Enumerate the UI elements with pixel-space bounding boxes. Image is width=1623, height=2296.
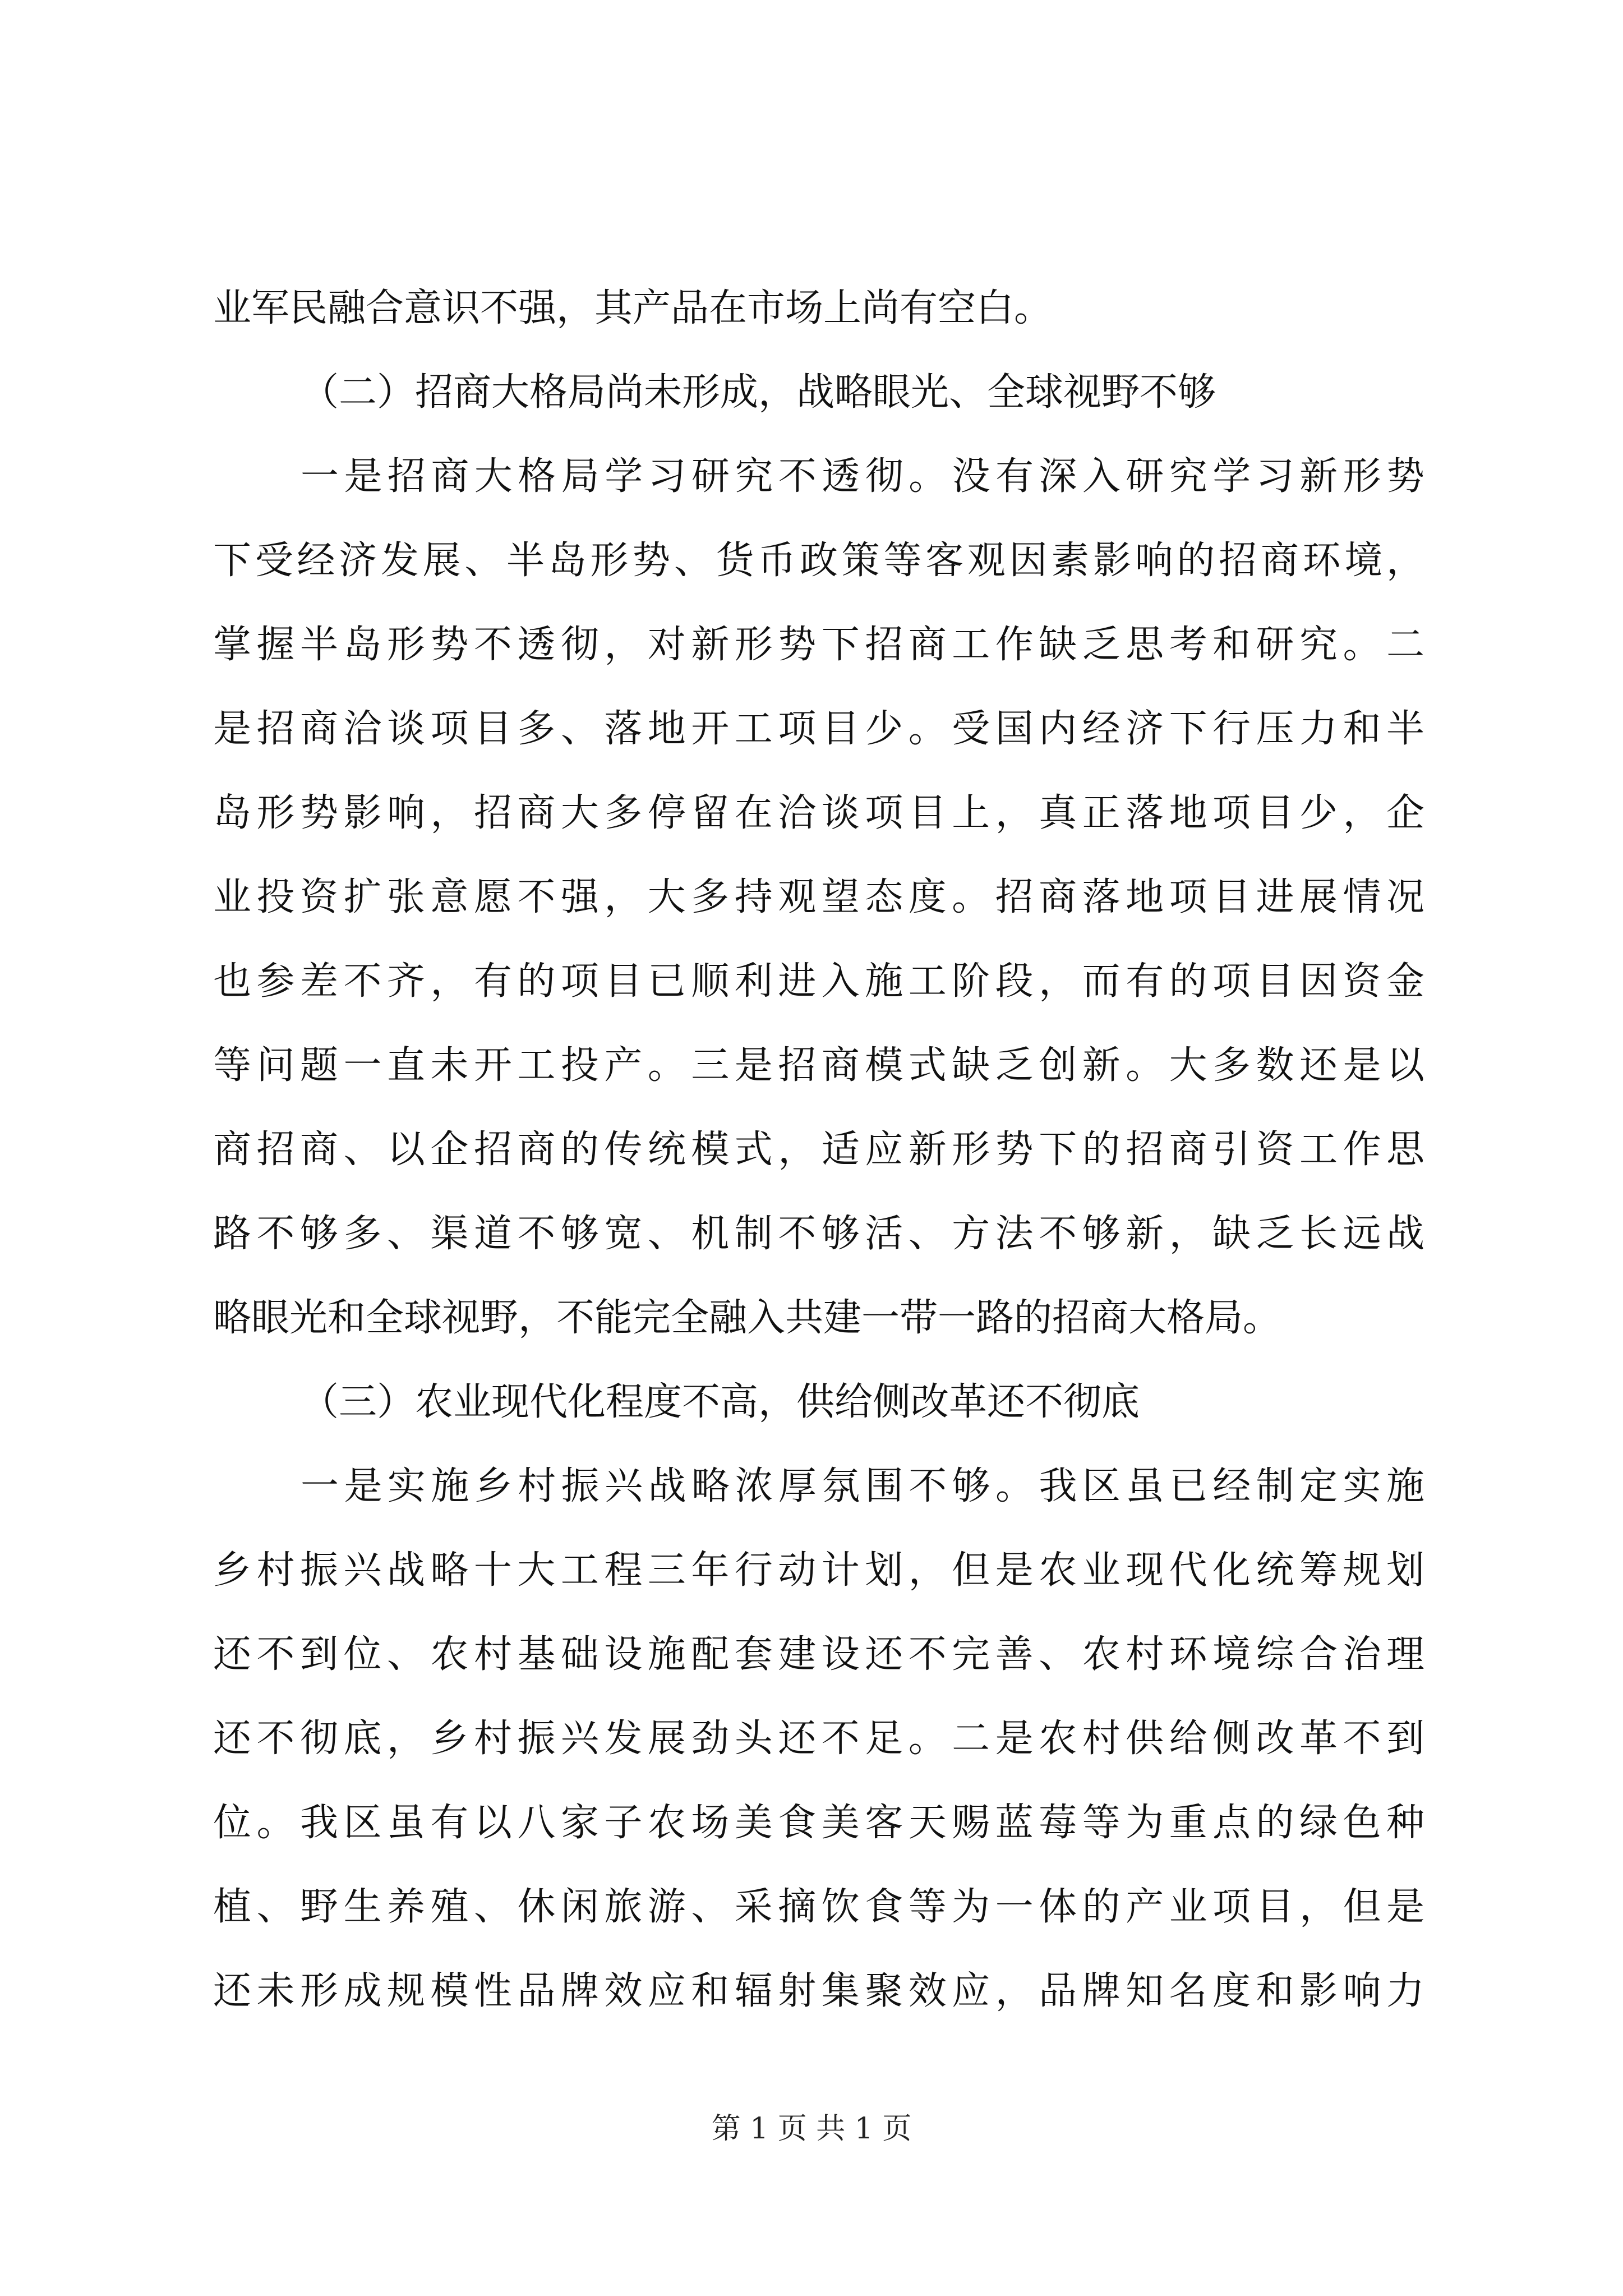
section-heading: （二）招商大格局尚未形成，战略眼光、全球视野不够 bbox=[301, 370, 1216, 415]
body-text-line: 位。我区虽有以八家子农场美食美客天赐蓝莓等为重点的绿色种 bbox=[213, 1801, 1424, 1845]
body-text-line: 是招商洽谈项目多、落地开工项目少。受国内经济下行压力和半 bbox=[213, 707, 1424, 751]
body-text-line: 掌握半岛形势不透彻，对新形势下招商工作缺乏思考和研究。二 bbox=[213, 623, 1424, 667]
section-heading: （三）农业现代化程度不高，供给侧改革还不彻底 bbox=[301, 1380, 1140, 1424]
body-text-line: 路不够多、渠道不够宽、机制不够活、方法不够新，缺乏长远战 bbox=[213, 1212, 1424, 1256]
body-text-line: 略眼光和全球视野，不能完全融入共建一带一路的招商大格局。 bbox=[213, 1296, 1281, 1340]
body-text-line: 业军民融合意识不强，其产品在市场上尚有空白。 bbox=[213, 286, 1053, 330]
body-text-line: 植、野生养殖、休闲旅游、采摘饮食等为一体的产业项目，但是 bbox=[213, 1885, 1424, 1929]
paragraph-first-line: 一是实施乡村振兴战略浓厚氛围不够。我区虽已经制定实施 bbox=[301, 1464, 1424, 1508]
body-text-line: 业投资扩张意愿不强，大多持观望态度。招商落地项目进展情况 bbox=[213, 875, 1424, 919]
body-text-line: 还不到位、农村基础设施配套建设还不完善、农村环境综合治理 bbox=[213, 1632, 1424, 1677]
body-text-line: 等问题一直未开工投产。三是招商模式缺乏创新。大多数还是以 bbox=[213, 1043, 1424, 1088]
body-text-line: 下受经济发展、半岛形势、货币政策等客观因素影响的招商环境， bbox=[213, 539, 1424, 583]
body-text-line: 还未形成规模性品牌效应和辐射集聚效应，品牌知名度和影响力 bbox=[213, 1969, 1424, 2013]
body-text-line: 也参差不齐，有的项目已顺利进入施工阶段，而有的项目因资金 bbox=[213, 959, 1424, 1004]
page-number-footer: 第 1 页 共 1 页 bbox=[711, 2112, 912, 2146]
body-text-line: 还不彻底，乡村振兴发展劲头还不足。二是农村供给侧改革不到 bbox=[213, 1717, 1424, 1761]
body-text-line: 乡村振兴战略十大工程三年行动计划，但是农业现代化统筹规划 bbox=[213, 1548, 1424, 1593]
paragraph-first-line: 一是招商大格局学习研究不透彻。没有深入研究学习新形势 bbox=[301, 454, 1424, 499]
body-text-line: 商招商、以企招商的传统模式，适应新形势下的招商引资工作思 bbox=[213, 1128, 1424, 1172]
body-text-line: 岛形势影响，招商大多停留在洽谈项目上，真正落地项目少，企 bbox=[213, 791, 1424, 835]
